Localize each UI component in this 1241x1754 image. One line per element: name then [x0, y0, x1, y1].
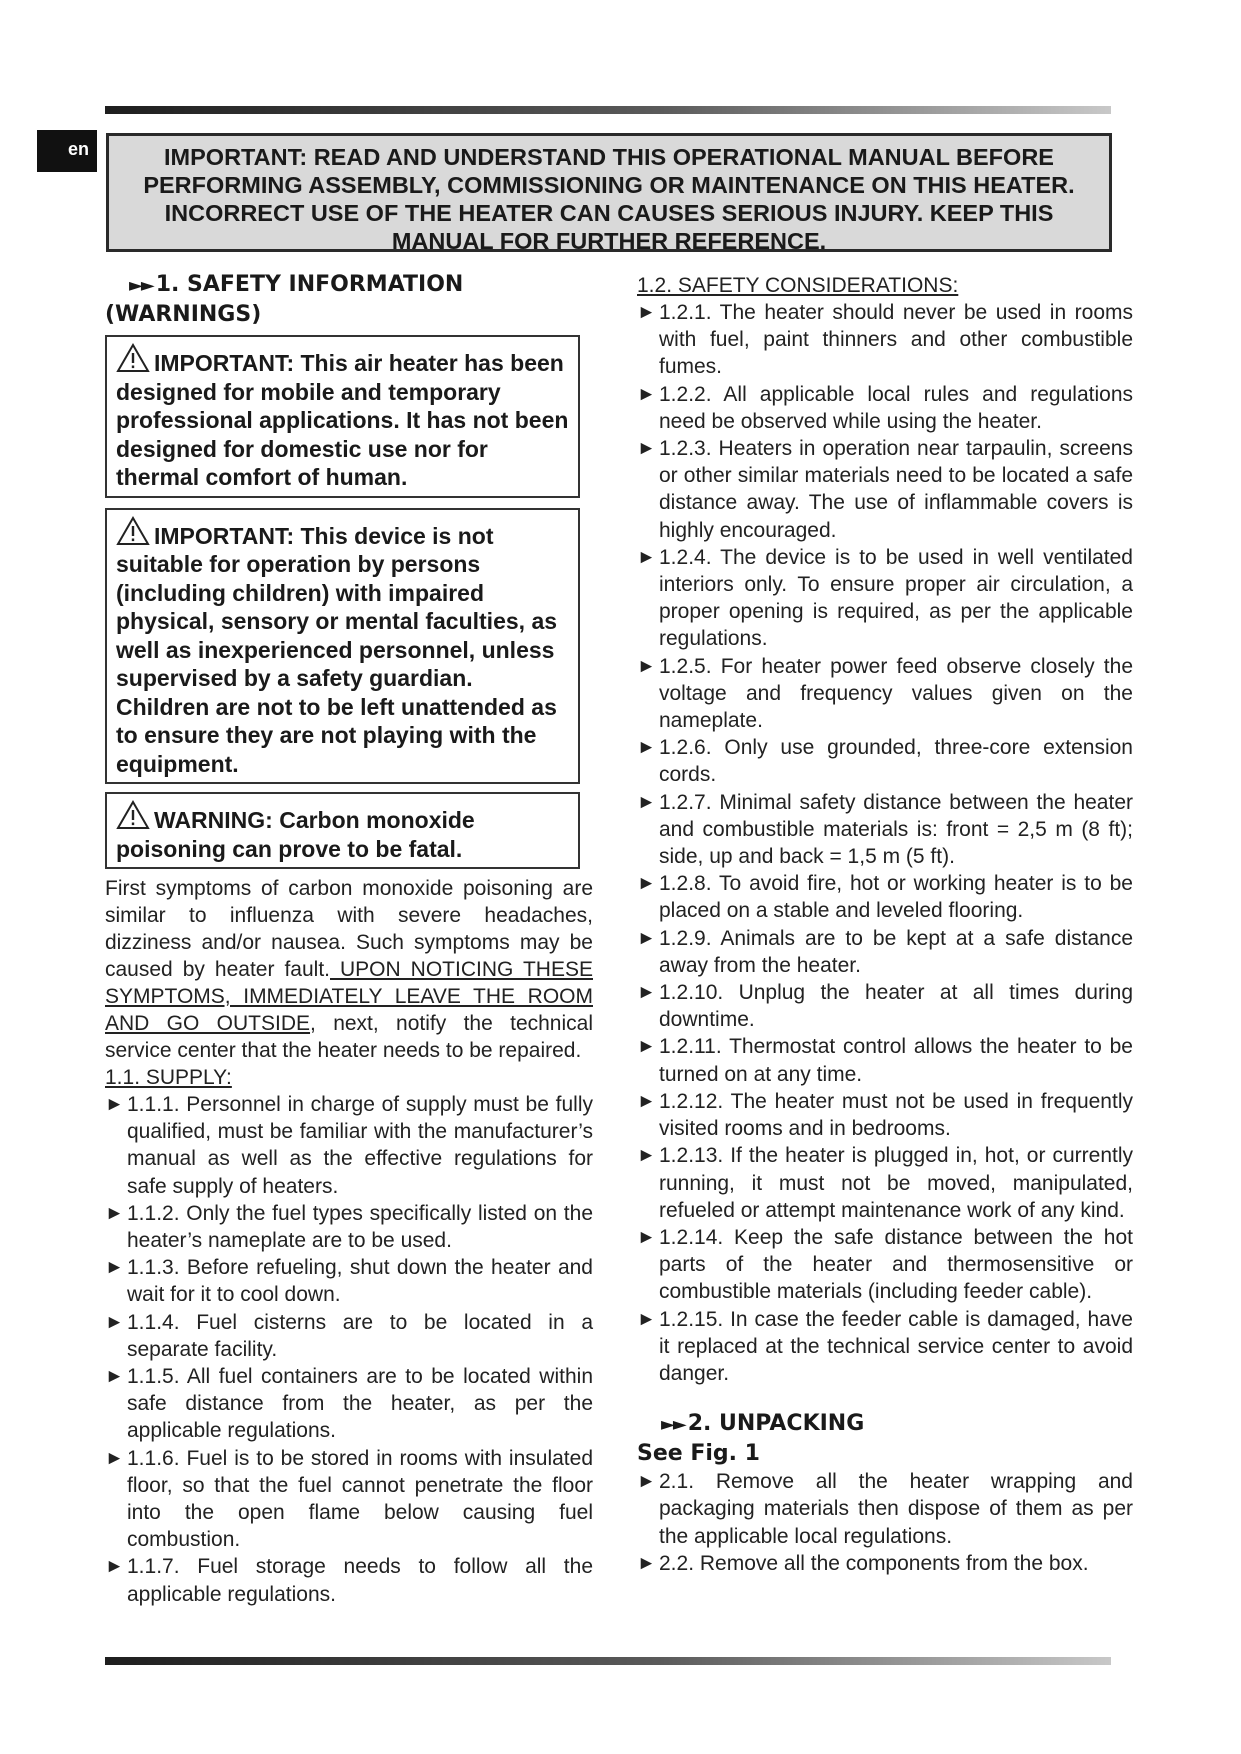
warning-box-mobile-use: IMPORTANT: This air heater has been designed for mobile and temporary professional applications. It has not been designed for domestic use nor for thermal comfort of human.: [105, 335, 580, 498]
list-item: ► 1.2.15. In case the feeder cable is damaged, have it replaced at the technical service center to avoid danger.: [637, 1306, 1133, 1388]
bullet-arrow-icon: ►: [637, 1226, 656, 1248]
double-arrow-icon: ►►: [129, 275, 153, 296]
bullet-arrow-icon: ►: [637, 1471, 656, 1493]
list-item: ► 1.2.12. The heater must not be used in frequently visited rooms and in bedrooms.: [637, 1088, 1133, 1142]
list-item: ► 1.1.3. Before refueling, shut down the heater and wait for it to cool down.: [105, 1254, 593, 1308]
bullet-arrow-icon: ►: [637, 383, 656, 405]
banner-line: PERFORMING ASSEMBLY, COMMISSIONING OR MAINTENANCE ON THIS HEATER.: [143, 172, 1075, 198]
bullet-arrow-icon: ►: [637, 1145, 656, 1167]
list-item: ► 1.2.11. Thermostat control allows the heater to be turned on at any time.: [637, 1033, 1133, 1087]
top-rule: [105, 106, 1111, 114]
list-item: ► 1.2.3. Heaters in operation near tarpaulin, screens or other similar materials need to be located a safe distance away. The use of inflammable covers is highly encouraged.: [637, 435, 1133, 544]
bullet-arrow-icon: ►: [637, 791, 656, 813]
bullet-arrow-icon: ►: [637, 737, 656, 759]
bullet-arrow-icon: ►: [105, 1094, 124, 1115]
list-item: ► 1.2.1. The heater should never be used in rooms with fuel, paint thinners and other combustible fumes.: [637, 299, 1133, 381]
warning-triangle-icon: [116, 516, 150, 546]
safety-considerations-heading: 1.2. SAFETY CONSIDERATIONS:: [637, 274, 959, 297]
bullet-arrow-icon: ►: [637, 1308, 656, 1330]
supply-heading: 1.1. SUPPLY:: [105, 1066, 232, 1089]
supply-list: [105, 1091, 593, 1608]
language-tab: en: [37, 130, 97, 172]
bullet-arrow-icon: ►: [105, 1366, 124, 1388]
list-item: ► 1.2.13. If the heater is plugged in, hot, or currently running, it must not be moved, manipulated, refueled or attempt maintenance work of any kind.: [637, 1142, 1133, 1224]
bullet-arrow-icon: ►: [637, 982, 656, 1004]
list-item: ► 1.2.5. For heater power feed observe closely the voltage and frequency values given on the nameplate.: [637, 653, 1133, 735]
list-item: ► 1.2.8. To avoid fire, hot or working heater is to be placed on a stable and leveled flooring.: [637, 870, 1133, 924]
list-item: ► 1.2.9. Animals are to be kept at a safe distance away from the heater.: [637, 925, 1133, 979]
bullet-arrow-icon: ►: [637, 927, 656, 949]
list-item: ► 1.2.7. Minimal safety distance between the heater and combustible materials is: front = 2,5 m (8 ft); side, up and back = 1,5 m (5 ft).: [637, 789, 1133, 871]
list-item: ► 1.1.1. Personnel in charge of supply must be fully qualified, must be familiar with the manufacturer’s manual as well as the effective regulations for safe supply of heaters.: [105, 1091, 593, 1200]
see-fig-reference: See Fig. 1: [637, 1441, 760, 1467]
section-1-heading: ►► 1. SAFETY INFORMATION (WARNINGS): [105, 272, 464, 327]
bullet-arrow-icon: ►: [637, 873, 656, 895]
bottom-rule: [105, 1657, 1111, 1665]
bullet-arrow-icon: ►: [105, 1556, 124, 1578]
warning-box-impaired-persons: IMPORTANT: This device is not suitable for operation by persons (including children) with impaired physical, sensory or mental faculties, as well as inexperienced personnel, unless supervised by a safety guardian. Children are not to be left unattended as to ensure they are not playing with the equipment.: [105, 508, 580, 785]
bullet-arrow-icon: ►: [637, 1036, 656, 1058]
bullet-arrow-icon: ►: [637, 546, 656, 568]
important-banner: [106, 133, 1112, 252]
list-item: ► 1.1.4. Fuel cisterns are to be located in a separate facility.: [105, 1309, 593, 1363]
banner-line: MANUAL FOR FURTHER REFERENCE.: [391, 228, 827, 254]
warning-triangle-icon: [116, 800, 150, 830]
symptoms-paragraph: First symptoms of carbon monoxide poisoning are similar to influenza with severe headaches, dizziness and/or nausea. Such symptoms may be caused by heater fault. UPON NOTICING THESE SYMPTOMS, IMMEDIATELY LEAVE THE ROOM AND GO OUTSIDE, next, notify the technical service center that the heater needs to be repaired.: [105, 877, 593, 1062]
bullet-arrow-icon: ►: [637, 1090, 656, 1112]
double-arrow-icon: ►►: [661, 1414, 685, 1436]
list-item: ► 1.2.6. Only use grounded, three-core extension cords.: [637, 734, 1133, 788]
bullet-arrow-icon: ►: [637, 302, 656, 323]
bullet-arrow-icon: ►: [105, 1202, 124, 1224]
list-item: ► 1.2.14. Keep the safe distance between the hot parts of the heater and thermosensitive or combustible materials (including feeder cable).: [637, 1224, 1133, 1306]
list-item: ► 1.1.7. Fuel storage needs to follow all the applicable regulations.: [105, 1553, 593, 1607]
safety-list: [637, 299, 1133, 1387]
right-column: [637, 272, 1133, 1577]
bullet-arrow-icon: ►: [637, 1552, 656, 1574]
list-item: ► 2.1. Remove all the heater wrapping and packaging materials then dispose of them as per the applicable local regulations.: [637, 1468, 1133, 1550]
bullet-arrow-icon: ►: [637, 655, 656, 677]
left-column: [105, 270, 593, 1608]
list-item: ► 2.2. Remove all the components from the box.: [637, 1550, 1133, 1577]
warning-triangle-icon: [116, 343, 150, 373]
section-2-heading: ►► 2. UNPACKING: [661, 1411, 865, 1437]
bullet-arrow-icon: ►: [105, 1447, 124, 1469]
list-item: ► 1.2.10. Unplug the heater at all times during downtime.: [637, 979, 1133, 1033]
unpacking-list: [637, 1468, 1133, 1577]
bullet-arrow-icon: ►: [637, 438, 656, 460]
banner-line: INCORRECT USE OF THE HEATER CAN CAUSES SERIOUS INJURY. KEEP THIS: [164, 200, 1054, 226]
list-item: ► 1.2.2. All applicable local rules and regulations need be observed while using the heater.: [637, 381, 1133, 435]
list-item: ► 1.1.5. All fuel containers are to be located within safe distance from the heater, as per the applicable regulations.: [105, 1363, 593, 1445]
warning-box-carbon-monoxide: WARNING: Carbon monoxide poisoning can prove to be fatal.: [105, 792, 580, 869]
list-item: ► 1.2.4. The device is to be used in well ventilated interiors only. To ensure proper air circulation, a proper opening is required, as per the applicable regulations.: [637, 544, 1133, 653]
bullet-arrow-icon: ►: [105, 1257, 124, 1279]
bullet-arrow-icon: ►: [105, 1311, 124, 1333]
list-item: ► 1.1.6. Fuel is to be stored in rooms with insulated floor, so that the fuel cannot penetrate the floor into the open flame below causing fuel combustion.: [105, 1445, 593, 1554]
banner-line: IMPORTANT: READ AND UNDERSTAND THIS OPERATIONAL MANUAL BEFORE: [164, 144, 1054, 170]
list-item: ► 1.1.2. Only the fuel types specifically listed on the heater’s nameplate are to be used.: [105, 1200, 593, 1254]
